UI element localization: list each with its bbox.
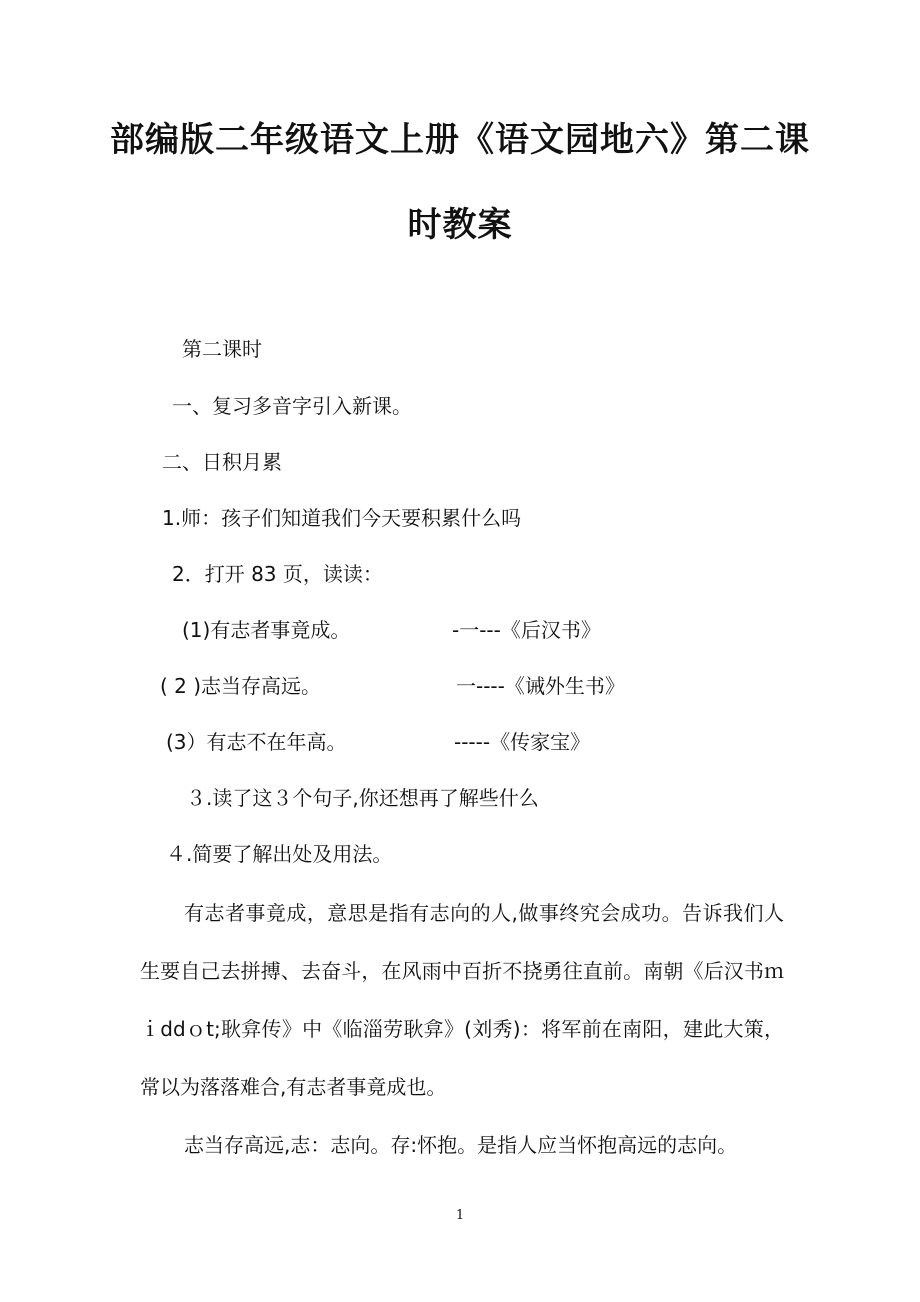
quote-source: -一---《后汉书》 — [452, 618, 601, 642]
page-number: 1 — [455, 1208, 465, 1223]
item-open-page: 2．打开 83 页，读读： — [172, 562, 383, 586]
paragraph-explanation-1: 有志者事竟成，意思是指有志向的人,做事终究会成功。告诉我们人生要自己去拼搏、去奋斗，在风雨中百折不挠勇往直前。南朝《后汉书ｍｉddｏt;耿弇传》中《临淄劳耿弇》(刘秀)：将军前在南阳，建此大策，常以为落落难合,有志者事竟成也。 — [140, 901, 784, 1099]
quote-text: (1)有志者事竟成。 — [182, 618, 351, 642]
section-review: 一、复习多音字引入新课。 — [172, 394, 412, 418]
document-title-line2: 时教案 — [407, 205, 513, 245]
item-teacher-question: 1.师：孩子们知道我们今天要积累什么吗 — [162, 506, 522, 530]
quote-text: ( 2 )志当存高远。 — [160, 674, 322, 698]
document-title-line1: 部编版二年级语文上册《语文园地六》第二课 — [110, 120, 810, 160]
lesson-heading: 第二课时 — [182, 337, 262, 361]
paragraph-explanation-2: 志当存高远,志：志向。存:怀抱。是指人应当怀抱高远的志向。 — [184, 1133, 738, 1157]
section-accumulation: 二、日积月累 — [162, 450, 282, 474]
quote-text: (3）有志不在年高。 — [166, 730, 347, 754]
item-further-question: ３.读了这３个句子,你还想再了解些什么 — [186, 786, 539, 810]
quote-source: -----《传家宝》 — [454, 730, 591, 754]
item-origin-usage: ４.简要了解出处及用法。 — [166, 842, 393, 866]
quote-source: 一----《诫外生书》 — [456, 674, 625, 698]
